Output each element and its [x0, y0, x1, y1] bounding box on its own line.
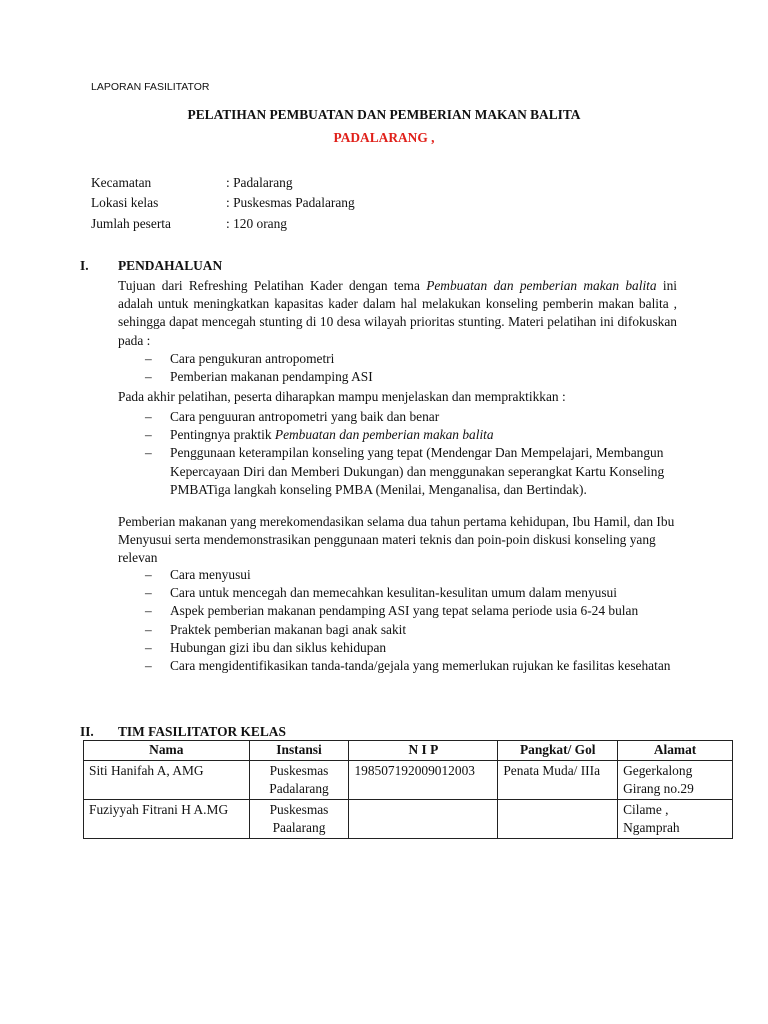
dash-bullet: – — [145, 369, 152, 385]
column-header-instansi: Instansi — [249, 741, 349, 761]
list-item-text: Hubungan gizi ibu dan siklus kehidupan — [170, 639, 387, 655]
cell-pangkat: Penata Muda/ IIIa — [498, 761, 618, 800]
list-item-text-italic: Pembuatan dan pemberian makan balita — [274, 427, 494, 443]
cell-nip: 198507192009012003 — [349, 761, 498, 800]
list-item-text: Cara menyusui — [170, 567, 251, 582]
cell-instansi: Puskesmas Paalarang — [249, 800, 349, 839]
dash-bullet: – — [145, 639, 152, 655]
cell-alamat: Cilame , Ngamprah — [618, 800, 733, 839]
list-item-text-a: Pentingnya praktik — [170, 427, 275, 443]
document-subtitle-location: PADALARANG , — [333, 130, 435, 145]
dash-bullet: – — [145, 567, 152, 582]
report-label: LAPORAN FASILITATOR — [91, 81, 210, 93]
table-row — [84, 800, 733, 839]
cell-nama: Siti Hanifah A, AMG — [84, 761, 250, 800]
list-item-text: Cara pengukuran antropometri — [170, 351, 335, 366]
list-item — [118, 408, 678, 426]
intro-text-a: Tujuan dari Refreshing Pelatihan Kader dengan tema — [118, 278, 427, 293]
intro-text-b: ini adalah untuk meningkatkan kapasitas kader dalam hal melakukan konseling pemberin makan balita , sehingga dapat mencegah stunting di 10 desa wilayah prioritas stunting. Materi pelatihan ini difokuskan pada : — [118, 278, 678, 348]
dash-bullet: – — [145, 351, 152, 366]
list-item-text: Praktek pemberian makanan bagi anak sakit — [170, 621, 407, 637]
cell-nip — [349, 800, 498, 839]
info-value-kecamatan: : Padalarang — [226, 175, 293, 190]
dash-bullet: – — [145, 585, 152, 601]
info-value-jumlah: : 120 orang — [226, 216, 287, 231]
cell-alamat: Gegerkalong Girang no.29 — [618, 761, 733, 800]
section-2-title: TIM FASILITATOR KELAS — [118, 724, 286, 739]
intro-text-italic: Pembuatan dan pemberian makan balita — [426, 278, 657, 293]
facilitator-table — [83, 740, 733, 839]
list-item — [118, 426, 678, 444]
list-item — [118, 657, 678, 675]
list-item — [118, 621, 678, 639]
dash-bullet: – — [145, 445, 152, 461]
dash-bullet: – — [145, 427, 152, 443]
column-header-nama: Nama — [84, 741, 250, 761]
list-item-text: Cara mengidentifikasikan tanda-tanda/gejala yang memerlukan rujukan ke fasilitas kesehatan — [170, 658, 671, 674]
list-item — [118, 639, 678, 657]
column-header-pangkat: Pangkat/ Gol — [498, 741, 618, 761]
list-item — [118, 368, 678, 386]
dash-bullet: – — [145, 603, 152, 619]
cell-pangkat — [498, 800, 618, 839]
dash-bullet: – — [145, 409, 152, 424]
column-header-nip: N I P — [349, 741, 498, 761]
list-item — [118, 566, 678, 584]
list-item — [118, 602, 678, 620]
focus-list — [118, 350, 678, 386]
cell-instansi: Puskesmas Padalarang — [249, 761, 349, 800]
list-item-text: Penggunaan keterampilan konseling yang tepat (Mendengar Dan Mempelajari, Membangun Kepercayaan Diri dan Memberi Dukungan) dan menggunakan seperangkat Kartu Konseling PMBATiga langkah konseling PMBA (Menilai, Menganalisa, dan Bertindak). — [170, 445, 665, 497]
section-1-title: PENDAHALUAN — [118, 258, 223, 273]
cell-nama: Fuziyyah Fitrani H A.MG — [84, 800, 250, 839]
table-header-row — [84, 741, 733, 761]
feeding-list — [118, 566, 678, 675]
section-1-intro-paragraph — [118, 277, 677, 350]
dash-bullet: – — [145, 621, 152, 637]
info-value-lokasi: : Puskesmas Padalarang — [226, 195, 355, 210]
document-title: PELATIHAN PEMBUATAN DAN PEMBERIAN MAKAN BALITA — [187, 107, 581, 122]
list-item — [118, 350, 678, 368]
feeding-intro: Pemberian makanan yang merekomendasikan selama dua tahun pertama kehidupan, Ibu Hamil, dan Ibu Menyusui serta mendemonstrasikan penggunaan materi teknis dan poin-poin diskusi konseling yang relevan — [118, 514, 675, 566]
list-item-text: Cara untuk mencegah dan memecahkan kesulitan-kesulitan umum dalam menyusui — [170, 585, 617, 601]
table-row — [84, 761, 733, 800]
outcome-intro: Pada akhir pelatihan, peserta diharapkan mampu menjelaskan dan mempraktikkan : — [118, 389, 566, 404]
section-2-number: II. — [80, 724, 94, 739]
column-header-alamat: Alamat — [618, 741, 733, 761]
list-item-text: Aspek pemberian makanan pendamping ASI yang tepat selama periode usia 6-24 bulan — [170, 603, 639, 619]
list-item — [118, 584, 678, 602]
section-1-number: I. — [80, 258, 89, 273]
list-item — [118, 444, 678, 499]
list-item-text: Pemberian makanan pendamping ASI — [170, 369, 373, 385]
info-label-lokasi: Lokasi kelas — [91, 195, 159, 210]
info-label-jumlah: Jumlah peserta — [91, 216, 171, 231]
dash-bullet: – — [145, 658, 152, 674]
info-label-kecamatan: Kecamatan — [91, 175, 152, 190]
list-item-text: Cara penguuran antropometri yang baik dan benar — [170, 409, 440, 424]
outcome-list — [118, 408, 678, 499]
